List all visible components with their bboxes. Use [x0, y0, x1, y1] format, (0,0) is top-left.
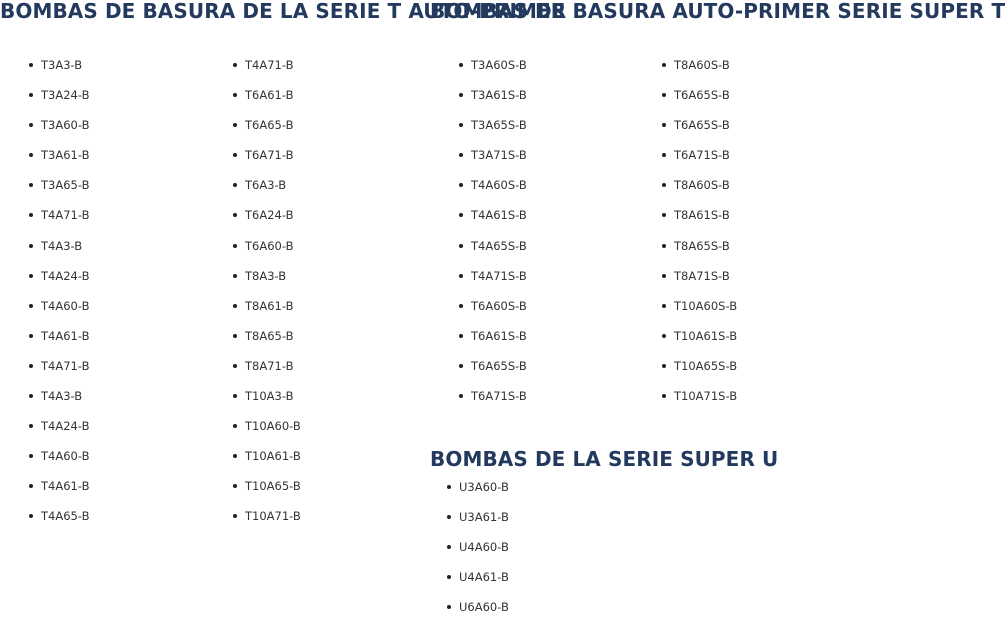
- model-list-item: T4A61S-B: [471, 207, 527, 237]
- model-list-serie-t-col-1: [41, 57, 89, 539]
- model-list-item: T6A60S-B: [471, 298, 527, 328]
- model-list-item: T10A65-B: [245, 478, 301, 508]
- model-list-item: T3A24-B: [41, 87, 89, 117]
- model-list-item: T3A60-B: [41, 117, 89, 147]
- model-list-item: T4A71-B: [41, 207, 89, 237]
- model-list-item: T6A60-B: [245, 238, 301, 268]
- model-list-item: T4A3-B: [41, 388, 89, 418]
- section-title-serie-super-t: BOMBAS DE BASURA AUTO-PRIMER SERIE SUPER T: [430, 0, 1005, 23]
- model-list-item: T4A61-B: [41, 478, 89, 508]
- section-title-serie-super-u: BOMBAS DE LA SERIE SUPER U: [430, 447, 779, 471]
- model-list-item: T3A71S-B: [471, 147, 527, 177]
- model-list-item: T10A60S-B: [674, 298, 737, 328]
- model-list-item: T3A65-B: [41, 177, 89, 207]
- model-list-item: T8A61S-B: [674, 207, 737, 237]
- model-list-item: T3A61-B: [41, 147, 89, 177]
- model-list-item: U3A60-B: [459, 479, 509, 509]
- model-list-super-u: [459, 479, 509, 629]
- model-list-item: T6A65-B: [245, 117, 301, 147]
- model-list-item: T6A61S-B: [471, 328, 527, 358]
- model-list-item: T8A60S-B: [674, 177, 737, 207]
- model-list-item: T6A61-B: [245, 87, 301, 117]
- model-list-item: T8A71-B: [245, 358, 301, 388]
- model-list-item: U6A60-B: [459, 599, 509, 629]
- model-list-item: T8A61-B: [245, 298, 301, 328]
- section-title-serie-t: BOMBAS DE BASURA DE LA SERIE T AUTO-PRIMER: [0, 0, 567, 23]
- model-list-item: T3A3-B: [41, 57, 89, 87]
- model-list-item: T10A65S-B: [674, 358, 737, 388]
- model-list-item: T6A71S-B: [674, 147, 737, 177]
- model-list-item: T10A61-B: [245, 448, 301, 478]
- model-list-item: T4A60-B: [41, 298, 89, 328]
- model-list-item: T4A71S-B: [471, 268, 527, 298]
- model-list-item: T8A65-B: [245, 328, 301, 358]
- model-list-item: T8A71S-B: [674, 268, 737, 298]
- model-list-item: T8A3-B: [245, 268, 301, 298]
- model-list-item: T3A65S-B: [471, 117, 527, 147]
- model-list-item: T10A60-B: [245, 418, 301, 448]
- model-list-serie-t-col-2: [245, 57, 301, 539]
- model-list-item: T10A61S-B: [674, 328, 737, 358]
- model-list-item: T10A3-B: [245, 388, 301, 418]
- model-list-super-t-col-2: [674, 57, 737, 418]
- model-list-item: T6A65S-B: [674, 87, 737, 117]
- model-list-item: T6A71-B: [245, 147, 301, 177]
- model-list-item: T4A24-B: [41, 268, 89, 298]
- model-list-item: T4A60-B: [41, 448, 89, 478]
- model-list-item: U3A61-B: [459, 509, 509, 539]
- model-list-item: T4A71-B: [41, 358, 89, 388]
- model-list-super-t-col-1: [471, 57, 527, 418]
- model-list-item: T6A24-B: [245, 207, 301, 237]
- model-list-item: U4A61-B: [459, 569, 509, 599]
- model-list-item: T6A65S-B: [674, 117, 737, 147]
- model-list-item: T10A71-B: [245, 508, 301, 538]
- model-list-item: T3A60S-B: [471, 57, 527, 87]
- model-list-item: T4A61-B: [41, 328, 89, 358]
- model-list-item: T4A3-B: [41, 238, 89, 268]
- model-list-item: T6A3-B: [245, 177, 301, 207]
- model-list-item: T6A71S-B: [471, 388, 527, 418]
- model-list-item: T4A65-B: [41, 508, 89, 538]
- model-list-item: T4A65S-B: [471, 238, 527, 268]
- model-list-item: T8A65S-B: [674, 238, 737, 268]
- model-list-item: T8A60S-B: [674, 57, 737, 87]
- model-list-item: T3A61S-B: [471, 87, 527, 117]
- model-list-item: T4A24-B: [41, 418, 89, 448]
- model-list-item: T10A71S-B: [674, 388, 737, 418]
- model-list-item: U4A60-B: [459, 539, 509, 569]
- model-list-item: T6A65S-B: [471, 358, 527, 388]
- model-list-item: T4A71-B: [245, 57, 301, 87]
- model-list-item: T4A60S-B: [471, 177, 527, 207]
